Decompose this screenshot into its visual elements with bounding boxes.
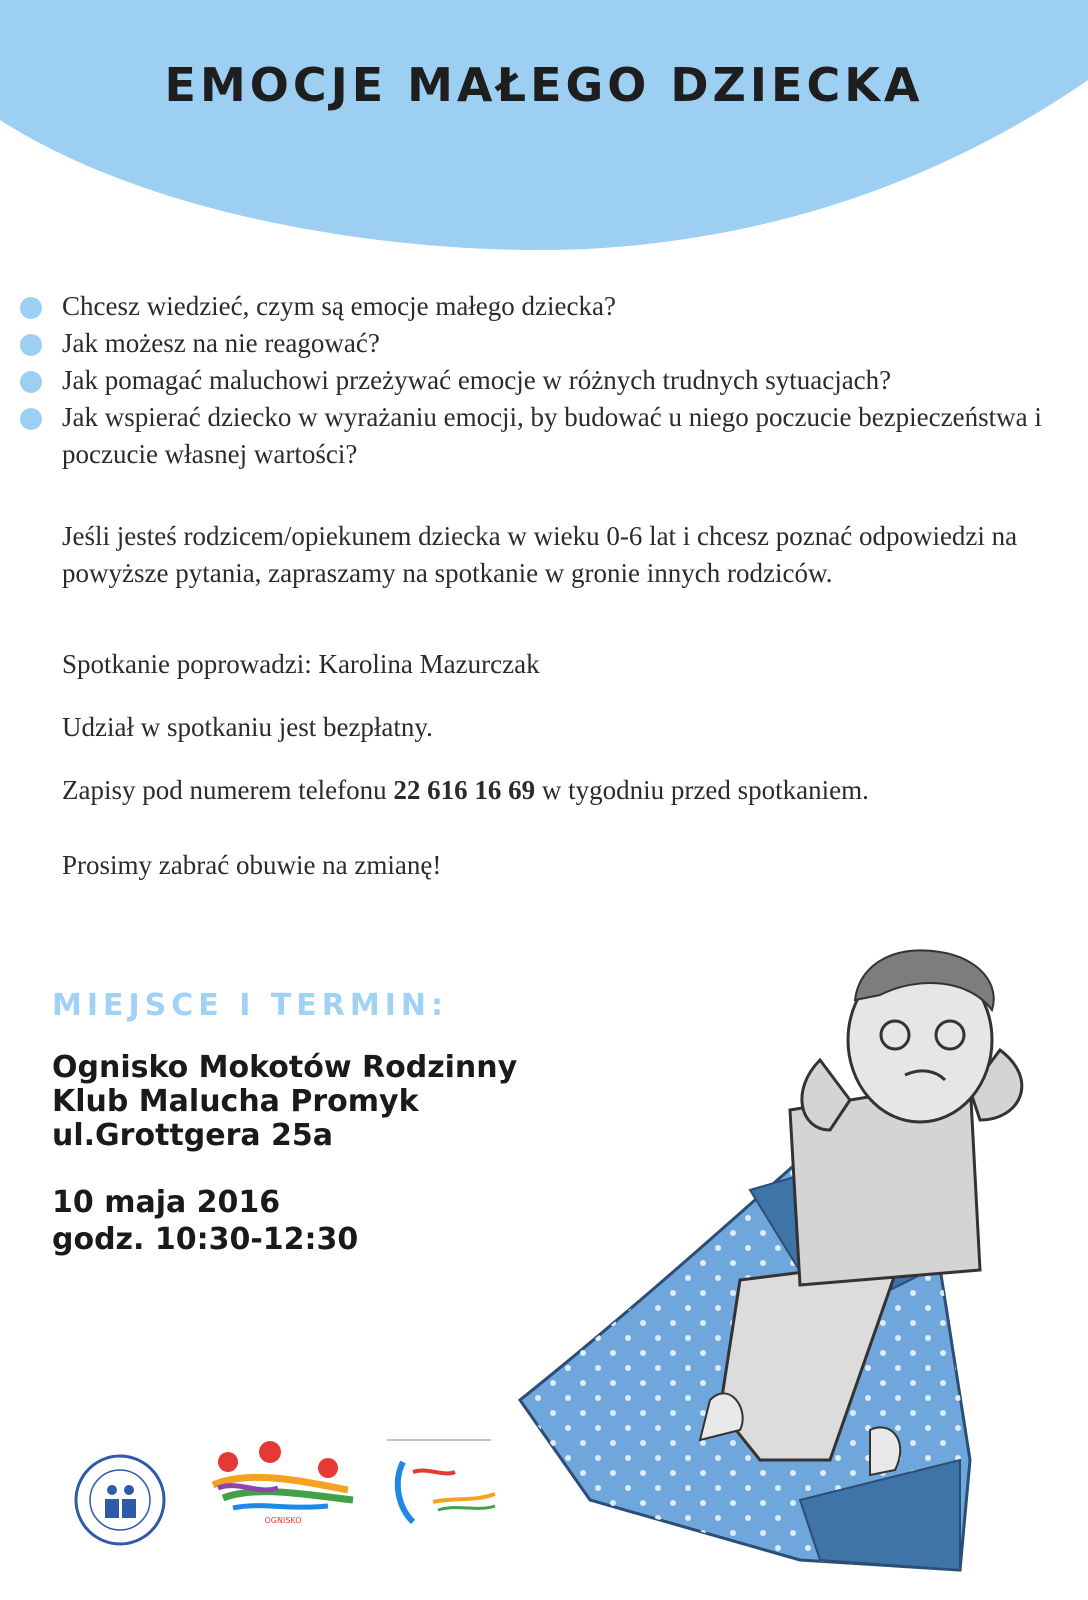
place-heading: MIEJSCE I TERMIN: xyxy=(52,988,449,1023)
place-line: ul.Grottgera 25a xyxy=(52,1118,334,1153)
event-time: godz. 10:30-12:30 xyxy=(52,1222,359,1257)
list-item: Chcesz wiedzieć, czym są emocje małego dziecka? xyxy=(20,288,1080,325)
host-text: Spotkanie poprowadzi: Karolina Mazurczak xyxy=(62,649,540,679)
child-on-blanket-illustration xyxy=(500,940,1080,1580)
list-item: Jak wspierać dziecko w wyrażaniu emocji, by budować u niego poczucie bezpieczeństwa i poczucie własnej wartości? xyxy=(20,399,1080,473)
free-text: Udział w spotkaniu jest bezpłatny. xyxy=(62,712,433,742)
list-item: Jak pomagać maluchowi przeżywać emocje w różnych trudnych sytuacjach? xyxy=(20,362,1080,399)
place-line: Ognisko Mokotów Rodzinny xyxy=(52,1050,518,1085)
place-line: Klub Malucha Promyk xyxy=(52,1084,419,1119)
ognisko-logo-caption: OGNISKO xyxy=(264,1516,302,1525)
partnership-logo xyxy=(383,1432,499,1532)
invitation-text: Jeśli jesteś rodzicem/opiekunem dziecka w wieku 0-6 lat i chcesz poznać odpowiedzi na powyższe pytania, zapraszamy na spotkanie w gronie innych rodziców. xyxy=(62,521,1018,588)
shoes-text: Prosimy zabrać obuwie na zmianę! xyxy=(62,850,442,880)
registration-text: Zapisy pod numerem telefonu 22 616 16 69 w tygodniu przed spotkaniem. xyxy=(62,775,869,805)
question-list xyxy=(20,288,1080,473)
phone-number[interactable]: 22 616 16 69 xyxy=(393,775,536,805)
list-item: Jak możesz na nie reagować? xyxy=(20,325,1080,362)
bullet-dot-icon xyxy=(20,334,42,356)
fundacja-dzieci-niczyje-logo xyxy=(72,1452,168,1548)
page-title: EMOCJE MAŁEGO DZIECKA xyxy=(164,58,924,112)
bullet-dot-icon xyxy=(20,408,42,430)
event-date: 10 maja 2016 xyxy=(52,1185,281,1220)
bullet-dot-icon xyxy=(20,297,42,319)
bullet-dot-icon xyxy=(20,371,42,393)
header-arc xyxy=(0,0,1088,260)
